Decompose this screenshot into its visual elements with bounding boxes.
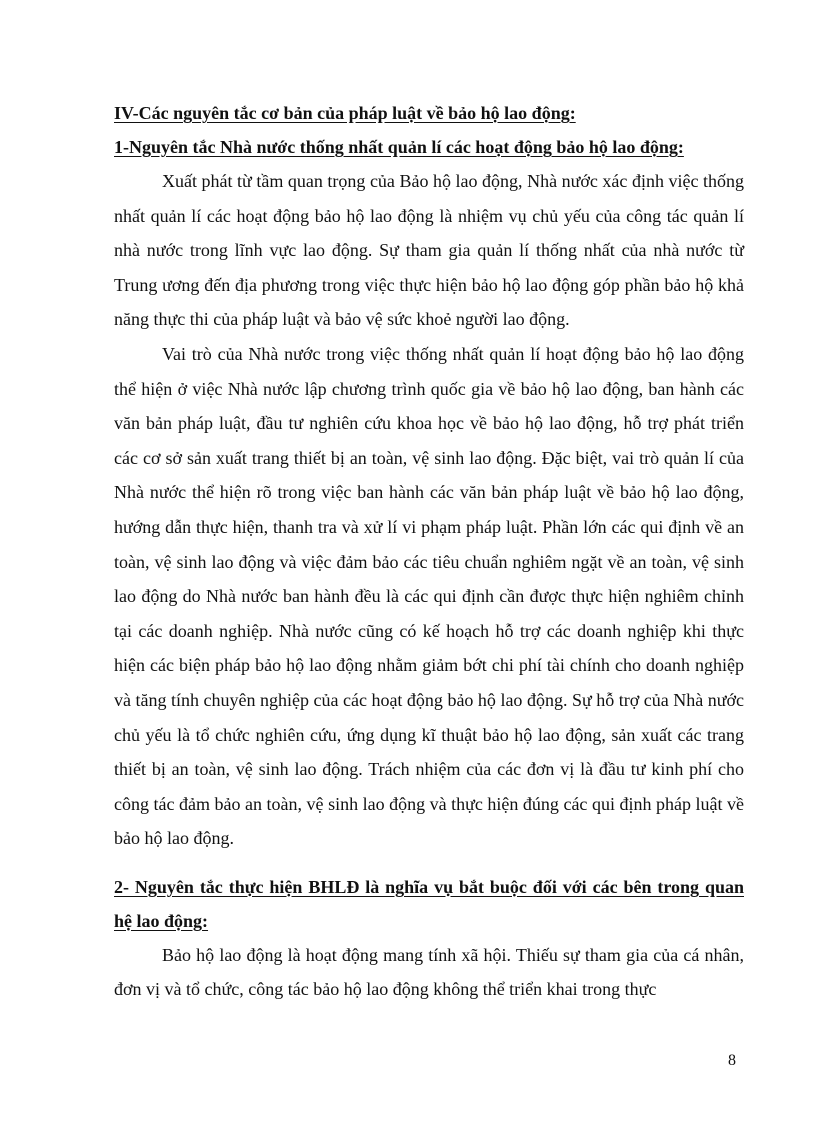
page-number: 8 [728,1052,736,1069]
principle-2-heading-colon: : [202,910,209,931]
principle-1-paragraph-2: Vai trò của Nhà nước trong việc thống nhất quản lí hoạt động bảo hộ lao động thể hiện ở việc Nhà nước lập chương trình quốc gia về bảo hộ lao động, ban hành các văn bản pháp luật, đầu tư nghiên cứu khoa học về bảo hộ lao động, hỗ trợ phát triển các cơ sở sản xuất trang thiết bị an toàn, vệ sinh lao động. Đặc biệt, vai trò quản lí của Nhà nước thể hiện rõ trong việc ban hành các văn bản pháp luật về bảo hộ lao động, hướng dẫn thực hiện, thanh tra và xử lí vi phạm pháp luật. Phần lớn các qui định về an toàn, vệ sinh lao động và việc đảm bảo các tiêu chuẩn nghiêm ngặt về an toàn, vệ sinh lao động do Nhà nước ban hành đều là các qui định cần được thực hiện nghiêm chỉnh tại các doanh nghiệp. Nhà nước cũng có kế hoạch hỗ trợ các doanh nghiệp khi thực hiện các biện pháp bảo hộ lao động nhằm giảm bớt chi phí tài chính cho doanh nghiệp và tăng tính chuyên nghiệp của các hoạt động bảo hộ lao động. Sự hỗ trợ của Nhà nước chủ yếu là tổ chức nghiên cứu, ứng dụng kĩ thuật bảo hộ lao động, sản xuất các trang thiết bị an toàn, vệ sinh lao động. Trách nhiệm của các đơn vị là đầu tư kinh phí cho công tác đảm bảo an toàn, vệ sinh lao động và thực hiện đúng các qui định pháp luật về bảo hộ lao động. [114,343,744,849]
section-heading: IV-Các nguyên tắc cơ bản của pháp luật về bảo hộ lao động: [114,103,576,123]
principle-1-paragraph-1: Xuất phát từ tầm quan trọng của Bảo hộ lao động, Nhà nước xác định việc thống nhất quản lí các hoạt động bảo hộ lao động là nhiệm vụ chủ yếu của công tác quản lí nhà nước trong lĩnh vực lao động. Sự tham gia quản lí thống nhất của nhà nước từ Trung ương đến địa phương trong việc thực hiện bảo hộ lao động góp phần bảo hộ khả năng thực thi của pháp luật và bảo vệ sức khoẻ người lao động. [114,171,744,330]
principle-2-heading [114,870,744,938]
principle-2-heading-text: 2- Nguyên tắc thực hiện BHLĐ là nghĩa vụ bắt buộc đối với các bên trong quan hệ lao động [114,876,744,931]
document-page [114,96,744,1007]
section-gap [114,856,744,870]
principle-1-heading: 1-Nguyên tắc Nhà nước thống nhất quản lí các hoạt động bảo hộ lao động: [114,137,684,157]
principle-2-paragraph-1: Bảo hộ lao động là hoạt động mang tính xã hội. Thiếu sự tham gia của cá nhân, đơn vị và tổ chức, công tác bảo hộ lao động không thể triển khai trong thực [114,944,744,1000]
